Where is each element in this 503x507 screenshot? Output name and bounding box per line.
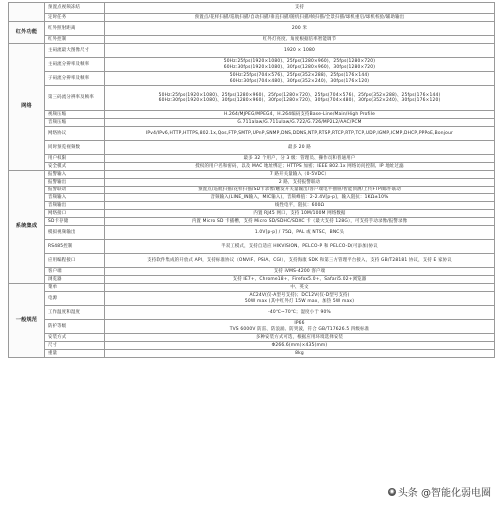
spec-value: 最多 20 路 (105, 141, 495, 155)
table-row (9, 155, 495, 163)
category-cell: 网络 (9, 44, 45, 171)
table-row (9, 202, 495, 210)
table-row (9, 72, 495, 86)
table-row (9, 350, 495, 358)
spec-value: 1920 × 1080 (105, 44, 495, 58)
spec-value: G.711alaw/G.711ulaw/G.722/G.726/MP2L2/AAC/PCM (105, 119, 495, 127)
table-row (9, 44, 495, 58)
spec-label: 浏览器 (45, 276, 105, 284)
spec-label: 应用编程接口 (45, 254, 105, 268)
spec-label: 报警联动 (45, 187, 105, 194)
table-row (9, 292, 495, 306)
camera-icon: ◉ (389, 487, 395, 495)
table-row (9, 86, 495, 111)
spec-label: 同时预览视频数 (45, 141, 105, 155)
spec-label: 主码流最大图像尺寸 (45, 44, 105, 58)
spec-table (8, 2, 495, 358)
spec-value: 50Hz:25fps(1920×1080)、25fps(1280×960)、25fps(1280×720)、25fps(704×576)、25fps(352×288)、25fps(176×144) 60Hz:30fps(1920×1080)、30fps(1280×960)、30fps(1280×720)、30fps(704×480)、30fps(352×240)、30fps(176×120) (105, 86, 495, 111)
category-cell: 一般规范 (9, 284, 45, 358)
spec-label: 重量 (45, 350, 105, 358)
spec-label: 音频输入 (45, 194, 105, 202)
spec-label: 电源 (45, 292, 105, 306)
spec-value: 预置点/巡航扫描/花样扫描/SD卡录像/触发开关量输出/客户端电平抽屉/智能侦测/上传FTP/邮件联动 (105, 187, 495, 194)
spec-label: 尺寸 (45, 342, 105, 350)
table-row (9, 218, 495, 226)
table-row (9, 22, 495, 36)
table-row (9, 14, 495, 22)
spec-value: 红外灯亮度、角度根据倍率智能调节 (105, 36, 495, 44)
spec-value: 多种安装方式可选，根据应用环境选择安装 (105, 334, 495, 342)
spec-label: 安全模式 (45, 163, 105, 171)
table-row (9, 254, 495, 268)
spec-sheet (8, 2, 495, 358)
table-row (9, 36, 495, 44)
table-row (9, 141, 495, 155)
watermark (388, 484, 491, 499)
spec-value: 内置 Micro SD 卡插槽，支持 Micro SD/SDHC/SDXC 卡（最大支持 128G），可支持手动录像/报警录像 (105, 218, 495, 226)
spec-value: 1.0V[p-p] / 75Ω，PAL 或 NTSC，BNC头 (105, 226, 495, 240)
table-row (9, 179, 495, 187)
spec-label: RS485控制 (45, 240, 105, 254)
spec-value: H.264/MJPEG/MPEG4，H.264编码支持Base-Line/Main/High Profile (105, 111, 495, 119)
spec-value: 线性电平，阻抗：600Ω (105, 202, 495, 210)
table-row (9, 119, 495, 127)
table-row (9, 210, 495, 218)
spec-value: 50Hz:25fps(1920×1080)、25fps(1280×960)、25fps(1280×720) 60Hz:30fps(1920×1080)、30fps(1280×960)、30fps(1280×720) (105, 58, 495, 72)
spec-value: 内置 RJ45 网口，支持 10M/100M 网络数据 (105, 210, 495, 218)
spec-value: 7 路开关量输入（0-5VDC） (105, 171, 495, 179)
table-row (9, 187, 495, 194)
spec-label: 定时任务 (45, 14, 105, 22)
table-row (9, 284, 495, 292)
spec-value: 音频输入(LINE_IN输入，MIC输入)，音频峰值：2-2.4V[p-p]，输入阻抗：1KΩ±10% (105, 194, 495, 202)
spec-value: 8kg (105, 350, 495, 358)
spec-value: IP66 TVS 6000V 防雷、防浪涌、防突波，符合 GB/T17626.5 四级标准 (105, 320, 495, 334)
table-row (9, 306, 495, 320)
spec-label: 模拟视频输出 (45, 226, 105, 240)
table-row (9, 163, 495, 171)
table-row (9, 111, 495, 119)
spec-label: 预置点视频冻结 (45, 3, 105, 14)
spec-label: 子码流分辨率及帧率 (45, 72, 105, 86)
category-cell: 红外功能 (9, 22, 45, 44)
table-row (9, 320, 495, 334)
spec-label: 红外照射距离 (45, 22, 105, 36)
spec-value: 支持软件集成的开放式 API，支持标准协议（ONVIF、PSIA、CGI），支持海康 SDK 和第三方管理平台接入，支持 GB/T28181 协议，支持 E 家协议 (105, 254, 495, 268)
table-row (9, 58, 495, 72)
table-row (9, 240, 495, 254)
spec-value: 支持 iVMS-4200 客户端 (105, 268, 495, 276)
spec-value: AC24V(仅-A型号支持)；DC12V(仅-D型号支持) 50W max (其中红外灯 15W max，加热 5W max) (105, 292, 495, 306)
spec-value: 支持 IE7+、Chrome18+、Firefox5.0+、Safari5.02+浏览器 (105, 276, 495, 284)
spec-label: 网络接口 (45, 210, 105, 218)
watermark-text: 头条 @智能化弱电圈 (397, 488, 491, 499)
spec-label: 第三码流分辨率及帧率 (45, 86, 105, 111)
table-row (9, 127, 495, 141)
spec-value: 支持 (105, 3, 495, 14)
spec-value: IPv4/IPv6,HTTP,HTTPS,802.1x,Qos,FTP,SMTP,UPnP,SNMP,DNS,DDNS,NTP,RTSP,RTCP,RTP,TCP,UDP,IGMP,ICMP,DHCP,PPPoE,Bonjour (105, 127, 495, 141)
spec-label: 视频压缩 (45, 111, 105, 119)
spec-label: 报警输入 (45, 171, 105, 179)
spec-value: 预置点/花样扫描/巡航扫描/自动扫描/垂直扫描/随机扫描/帧扫描/全景扫描/球机重启/球机校验/辅助输出 (105, 14, 495, 22)
table-row (9, 171, 495, 179)
spec-label: 工作温度和湿度 (45, 306, 105, 320)
spec-value: 2 路，支持报警联动 (105, 179, 495, 187)
table-row (9, 334, 495, 342)
spec-value: Φ266.6(mm)×435(mm) (105, 342, 495, 350)
category-cell: 系统集成 (9, 171, 45, 284)
spec-label: 安装方式 (45, 334, 105, 342)
table-row (9, 3, 495, 14)
spec-label: SD卡存储 (45, 218, 105, 226)
table-row (9, 268, 495, 276)
spec-value: -40℃~70℃；湿度小于 90% (105, 306, 495, 320)
spec-value: 中、英文 (105, 284, 495, 292)
spec-value: 半双工模式，支持自适应 HIKVISION、PELCO-P 和 PELCO-D(可添加)协议 (105, 240, 495, 254)
table-row (9, 194, 495, 202)
spec-label: 菜单 (45, 284, 105, 292)
table-row (9, 342, 495, 350)
spec-value: 200 米 (105, 22, 495, 36)
spec-label: 音频输出 (45, 202, 105, 210)
category-cell (9, 3, 45, 22)
spec-label: 网络协议 (45, 127, 105, 141)
spec-value: 50Hz:25fps(704×576)、25fps(352×288)、25fps(176×144) 60Hz:30fps(704×480)、30fps(352×240)、30fps(176×120) (105, 72, 495, 86)
spec-value: 授权的用户名和密码，以及 MAC 地址绑定；HTTPS 加密；IEEE 802.1x 网络访问控制、IP 地址过滤 (105, 163, 495, 171)
table-row (9, 276, 495, 284)
spec-label: 用户权限 (45, 155, 105, 163)
spec-label: 音频压缩 (45, 119, 105, 127)
spec-label: 防护等级 (45, 320, 105, 334)
spec-label: 报警输出 (45, 179, 105, 187)
spec-label: 主码流分辨率及帧率 (45, 58, 105, 72)
spec-label: 客户端 (45, 268, 105, 276)
spec-value: 最多 32 个用户，分 3 级：管理员、操作员和普通用户 (105, 155, 495, 163)
table-row (9, 226, 495, 240)
spec-label: 红外控制 (45, 36, 105, 44)
